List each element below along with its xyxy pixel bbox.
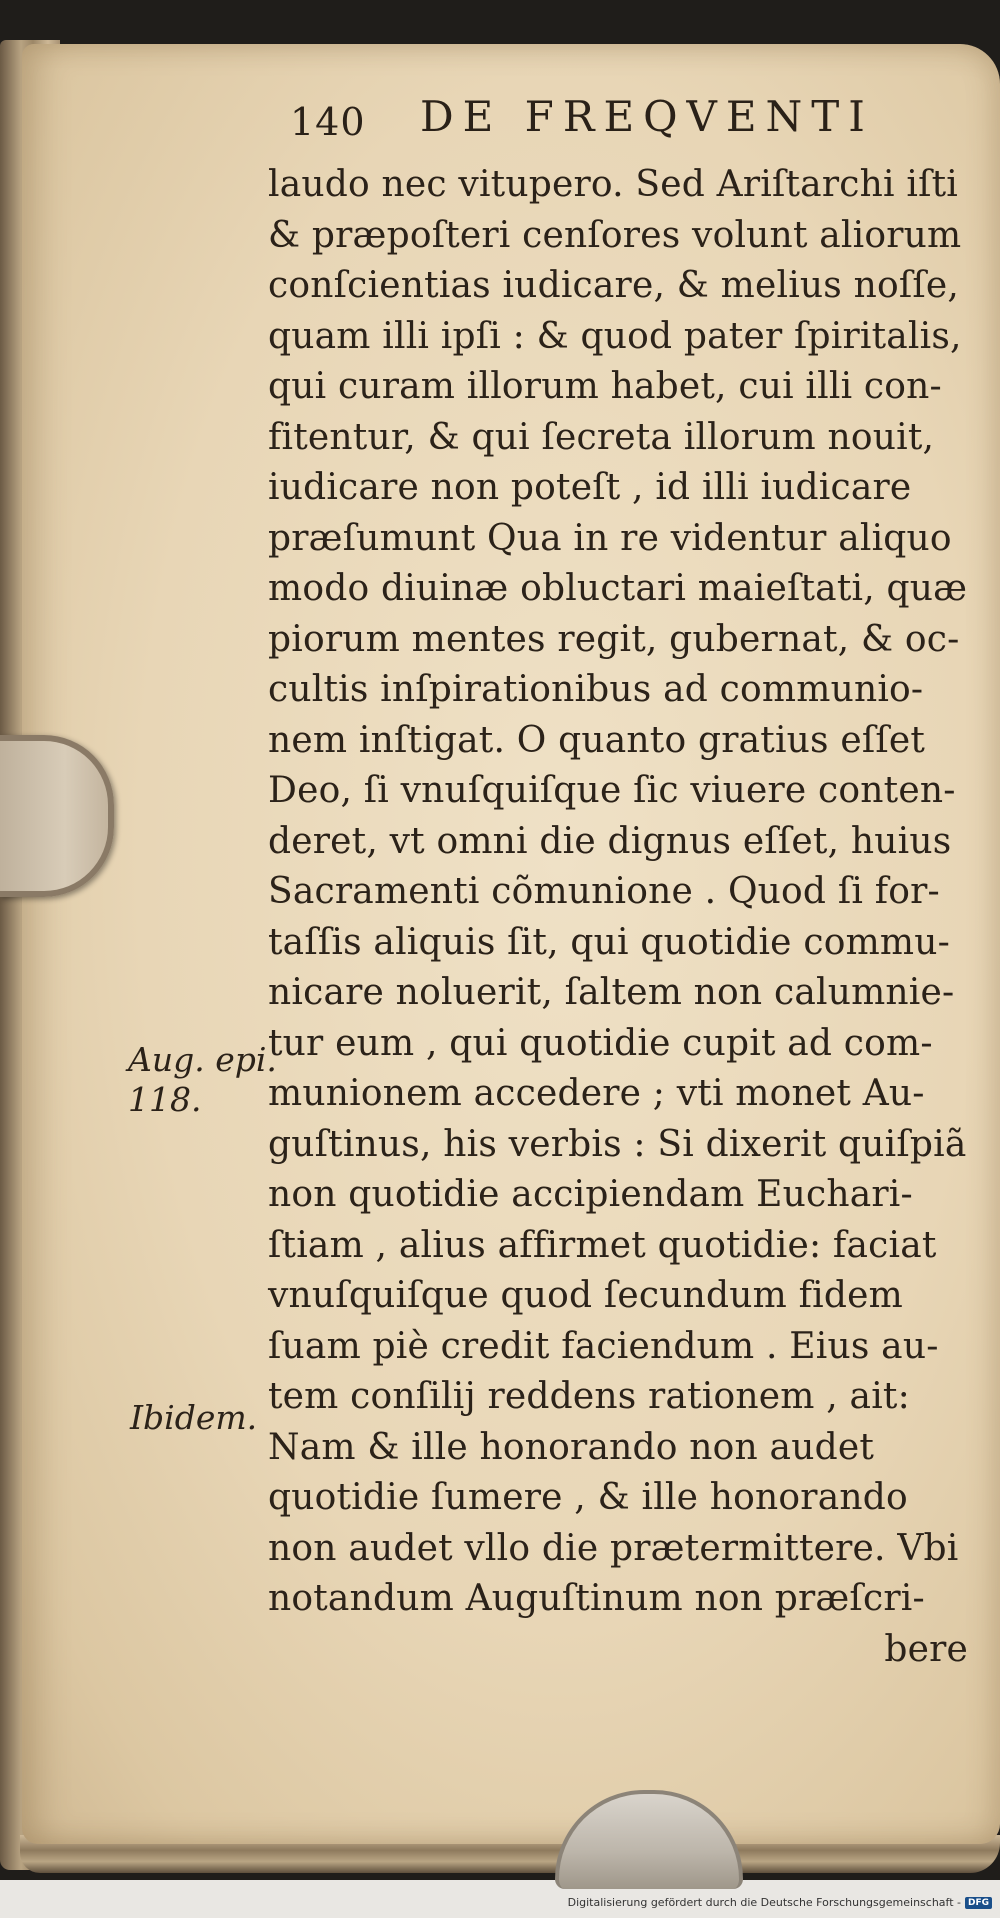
- digitization-credit: [568, 1896, 992, 1909]
- text-line: iudicare non poteſt , id illi iudicare: [268, 467, 912, 508]
- marginal-note-line: Aug. epi.: [128, 1040, 277, 1079]
- text-line: deret, vt omni die dignus eſſet, huius: [268, 820, 952, 862]
- text-line: quam illi ipſi : & quod pater ſpiritalis,: [268, 315, 962, 357]
- text-line: præſumunt Qua in re videntur aliquo: [268, 517, 952, 559]
- text-line: munionem accedere ; vti monet Au-: [268, 1073, 925, 1114]
- text-line: conſcientias iudicare, & melius noſſe,: [268, 265, 960, 306]
- credit-text: Digitalisierung gefördert durch die Deutsche Forschungsgemeinschaft -: [567, 1896, 961, 1909]
- text-line: vnuſquiſque quod ſecundum fidem: [268, 1275, 903, 1316]
- catchword: bere: [884, 1628, 968, 1670]
- text-line: tem conſilij reddens rationem , ait:: [268, 1376, 910, 1417]
- text-line: Deo, ſi vnuſquiſque ſic viuere conten-: [268, 770, 956, 811]
- marginal-note-line: Ibidem.: [130, 1398, 258, 1437]
- text-line: piorum mentes regit, gubernat, & oc-: [268, 618, 960, 660]
- text-line: modo diuinæ obluctari maieſtati, quæ: [268, 568, 968, 609]
- text-line: cultis inſpirationibus ad communio-: [268, 669, 924, 710]
- text-line: ſtiam , alius affirmet quotidie: faciat: [268, 1224, 937, 1266]
- text-line: tur eum , qui quotidie cupit ad com-: [268, 1022, 933, 1064]
- marginal-note-augustine: [128, 1040, 277, 1120]
- text-line: fitentur, & qui ſecreta illorum nouit,: [268, 416, 935, 458]
- text-line: Sacramenti cõmunione . Quod ſi for-: [268, 871, 940, 912]
- running-head: DE FREQVENTI: [420, 92, 874, 141]
- text-line: taſſis aliquis ſit, qui quotidie commu-: [268, 921, 950, 963]
- page-number: 140: [290, 100, 366, 144]
- text-line: notandum Auguſtinum non præſcri-: [268, 1578, 925, 1619]
- book-clasp-left: [0, 735, 114, 897]
- text-line: non audet vllo die prætermittere. Vbi: [268, 1527, 959, 1569]
- text-line: qui curam illorum habet, cui illi con-: [268, 366, 942, 407]
- text-line: guſtinus, his verbis : Si dixerit quiſpiã: [268, 1123, 967, 1165]
- text-line: ſuam piè credit faciendum . Eius au-: [268, 1325, 939, 1367]
- text-line: nicare noluerit, ſaltem non calumnie-: [268, 972, 955, 1013]
- text-line: non quotidie accipiendam Euchari-: [268, 1174, 913, 1215]
- marginal-note-line: 118.: [128, 1080, 202, 1119]
- text-line: laudo nec vitupero. Sed Ariſtarchi iſti: [268, 164, 958, 205]
- marginal-note-ibidem: [130, 1398, 257, 1438]
- text-line: quotidie ſumere , & ille honorando: [268, 1477, 908, 1518]
- text-line: Nam & ille honorando non audet: [268, 1426, 875, 1468]
- page-header: [290, 92, 910, 152]
- text-line: & præpoſteri cenſores volunt aliorum: [268, 214, 962, 256]
- text-line: nem inſtigat. O quanto gratius eſſet: [268, 719, 926, 761]
- body-text: [268, 160, 968, 1675]
- dfg-logo: DFG: [965, 1897, 992, 1909]
